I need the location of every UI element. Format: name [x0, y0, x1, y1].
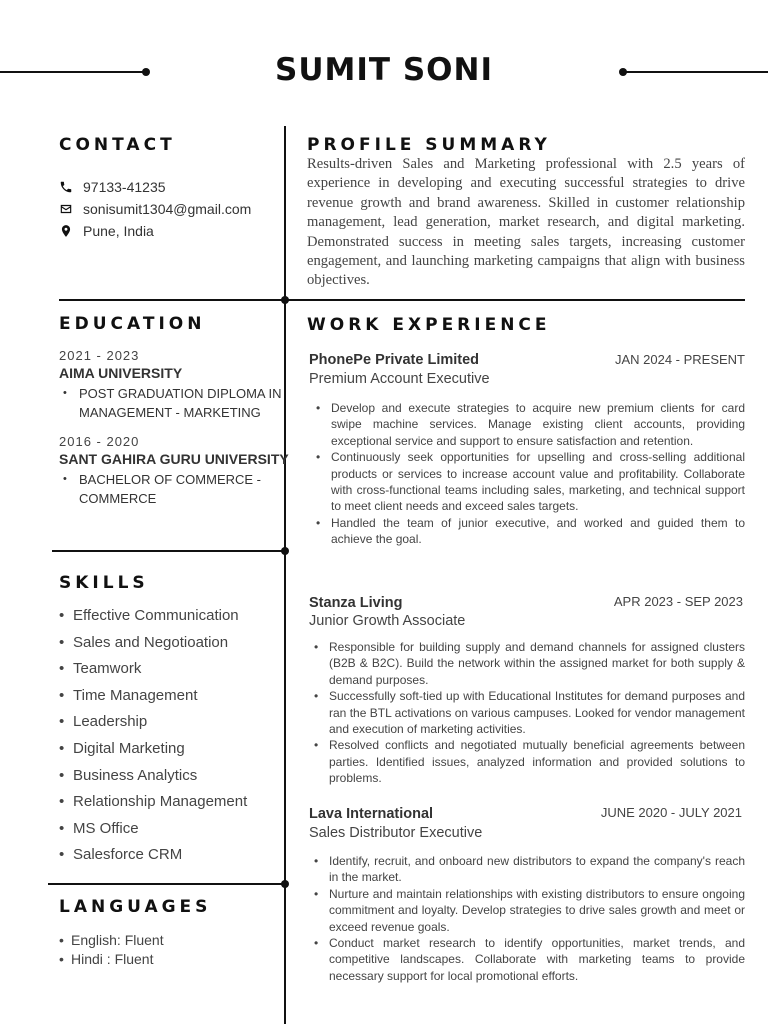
skills-list — [59, 603, 247, 869]
education-item — [59, 434, 289, 508]
divider-skills — [48, 883, 285, 885]
language-item: • English: Fluent — [59, 931, 164, 950]
skill-item: • Leadership — [59, 709, 247, 736]
location-pin-icon — [59, 224, 73, 238]
education-heading: EDUCATION — [59, 314, 206, 334]
contact-list — [59, 176, 251, 242]
job-duties — [311, 400, 745, 548]
location-text: Pune, India — [83, 223, 154, 239]
education-school: SANT GAHIRA GURU UNIVERSITY — [59, 451, 289, 467]
duty-item: • Responsible for building supply and demand channels for assigned clusters (B2B & B2C). Build the network within the assigned market for both supply & demand purposes. — [309, 639, 745, 688]
contact-email — [59, 198, 251, 220]
divider-education — [52, 550, 285, 552]
resume-name: SUMIT SONI — [275, 52, 493, 88]
header-line-right — [623, 71, 768, 73]
languages-heading: LANGUAGES — [59, 897, 212, 917]
education-list — [59, 348, 289, 508]
skill-item: • Digital Marketing — [59, 736, 247, 763]
job-company: Stanza Living — [309, 595, 403, 611]
header-dot-right — [619, 68, 627, 76]
duty-item: • Develop and execute strategies to acquire new premium clients for card swipe machine services. Manage existing client accounts, providing exceptional service and support to ensure satisfaction and retention. — [311, 400, 745, 449]
education-school: AIMA UNIVERSITY — [59, 365, 183, 381]
contact-location — [59, 220, 251, 242]
phone-icon — [59, 180, 73, 194]
job-company: Lava International — [309, 806, 434, 822]
duty-item: • Resolved conflicts and negotiated mutually beneficial agreements between parties. Identified issues, analyzed information and provided solutions to problems. — [309, 737, 745, 786]
mail-icon — [59, 202, 73, 216]
job-duties — [309, 853, 745, 984]
skill-item: • Relationship Management — [59, 789, 247, 816]
job-role: Junior Growth Associate — [309, 613, 466, 629]
divider-dot-1 — [281, 296, 289, 304]
divider-contact — [59, 299, 745, 301]
duty-item: • Conduct market research to identify opportunities, market trends, and competitive landscapes. Collaborate with marketing teams to provide necessary support for local promotional efforts. — [309, 935, 745, 984]
job-dates: JAN 2024 - PRESENT — [614, 352, 745, 367]
education-degree: • BACHELOR OF COMMERCE - COMMERCE — [69, 470, 285, 508]
education-years: 2021 - 2023 — [59, 348, 140, 363]
divider-dot-2 — [281, 547, 289, 555]
skill-item: • Teamwork — [59, 656, 247, 683]
duty-item: • Continuously seek opportunities for upselling and cross-selling additional products or services to increase account value and profitability. Collaborate with cross-functional teams including sales, marketing, and technical support to meet client needs and exceed sales targets. — [311, 449, 745, 515]
profile-heading: PROFILE SUMMARY — [307, 135, 551, 155]
duty-item: • Successfully soft-tied up with Educational Institutes for demand purposes and ran the BTL activations on various campuses. Looked for vendor management and execution of marketing activities. — [309, 688, 745, 737]
job-duties — [309, 639, 745, 787]
skills-heading: SKILLS — [59, 573, 149, 593]
skill-item: • Business Analytics — [59, 763, 247, 790]
profile-summary-text: Results-driven Sales and Marketing professional with 2.5 years of experience in developing and executing successful strategies to drive revenue growth and brand awareness. Skilled in customer relationship management, lead generation, market research, and digital marketing. Demonstrated success in meeting sales targets, increasing customer engagement, and launching marketing campaigns that align with business objectives. — [307, 156, 745, 289]
skill-item: • Salesforce CRM — [59, 842, 247, 869]
phone-text: 97133-41235 — [83, 179, 166, 195]
work-heading: WORK EXPERIENCE — [307, 315, 551, 335]
skill-item: • Time Management — [59, 683, 247, 710]
duty-item: • Identify, recruit, and onboard new distributors to expand the company's reach in the market. — [309, 853, 745, 886]
duty-item: • Handled the team of junior executive, and worked and guided them to achieve the goal. — [311, 515, 745, 548]
education-item — [59, 348, 285, 422]
languages-list — [59, 931, 164, 969]
header-line-left — [0, 71, 146, 73]
job-company: PhonePe Private Limited — [309, 352, 480, 368]
language-item: • Hindi : Fluent — [59, 950, 164, 969]
skill-item: • MS Office — [59, 816, 247, 843]
education-degree: • POST GRADUATION DIPLOMA IN MANAGEMENT - MARKETING — [69, 384, 285, 422]
divider-dot-3 — [281, 880, 289, 888]
job-role: Sales Distributor Executive — [309, 825, 483, 841]
skill-item: • Sales and Negotioation — [59, 630, 247, 657]
education-years: 2016 - 2020 — [59, 434, 140, 449]
job-dates: JUNE 2020 - JULY 2021 — [600, 805, 742, 820]
job-role: Premium Account Executive — [309, 371, 490, 387]
email-text: sonisumit1304@gmail.com — [83, 201, 252, 217]
contact-phone — [59, 176, 251, 198]
column-divider — [284, 126, 286, 1024]
contact-heading: CONTACT — [59, 135, 176, 155]
duty-item: • Nurture and maintain relationships with existing distributors to ensure ongoing commitment and loyalty. Develop strategies to drive sales growth and meet or exceed revenue goals. — [309, 886, 745, 935]
header-dot-left — [142, 68, 150, 76]
job-dates: APR 2023 - SEP 2023 — [613, 594, 743, 609]
skill-item: • Effective Communication — [59, 603, 247, 630]
